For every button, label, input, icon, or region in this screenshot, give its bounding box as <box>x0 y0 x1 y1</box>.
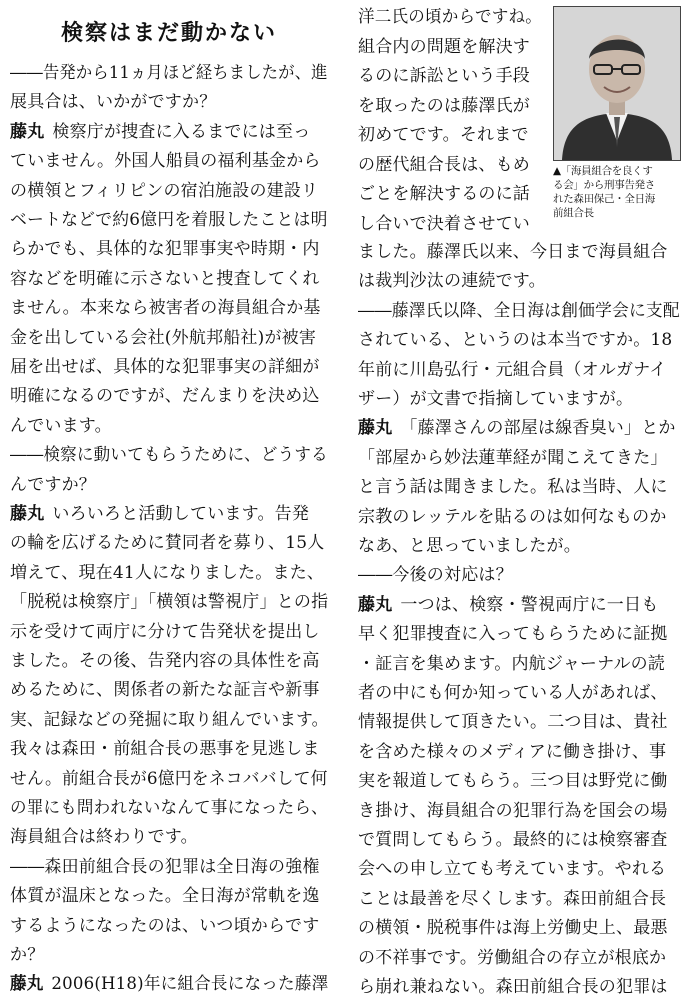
text-line <box>358 533 581 560</box>
line-text: の罪にも問われないなんて事になったら、 <box>10 798 328 818</box>
text-line <box>358 974 668 1001</box>
line-text: ことは最善を尽くします。森田前組合長 <box>358 888 667 909</box>
text-line <box>358 34 530 61</box>
line-text: の不祥事です。労働組合の存立が根底か <box>358 947 667 968</box>
line-text: を取ったのは藤澤氏が <box>358 95 530 116</box>
text-line <box>10 501 309 528</box>
text-line <box>10 60 328 87</box>
text-line <box>10 148 321 175</box>
line-text: で質問してもらう。最終的には検察審査 <box>358 830 668 850</box>
text-line <box>10 589 328 616</box>
text-line <box>10 325 316 352</box>
text-line <box>358 415 676 442</box>
line-text: 届を出せば、具体的な犯罪事実の詳細が <box>10 357 320 377</box>
line-text: 容などを明確に示さないと捜査してくれ <box>10 268 320 289</box>
text-line <box>10 89 216 116</box>
text-line <box>358 651 665 678</box>
text-line <box>10 883 320 910</box>
text-line <box>10 266 320 293</box>
text-line <box>10 795 328 822</box>
speaker-label: 藤丸 <box>10 121 45 142</box>
text-line <box>358 680 668 707</box>
text-line <box>358 298 680 325</box>
line-text: 会への申し立ても考えています。やれる <box>358 859 667 880</box>
line-text: 示を受けて両庁に分けて告発状を提出し <box>10 621 320 642</box>
text-line <box>358 268 546 295</box>
line-text: ――告発から11ヵ月ほど経ちましたが、進 <box>10 63 328 83</box>
text-line <box>10 530 324 557</box>
text-line <box>358 474 668 501</box>
text-line <box>358 592 658 619</box>
line-text: ――藤澤氏以降、全日海は創価学会に支配 <box>358 300 680 321</box>
speaker-label: 藤丸 <box>358 418 393 439</box>
text-line <box>10 736 320 763</box>
line-text: ザー）が文書で指摘していますが。 <box>358 389 634 409</box>
line-text: 「部屋から妙法蓮華経が聞こえてきた」 <box>358 447 668 468</box>
line-text: るのに訴訟という手段 <box>358 66 530 86</box>
line-text: ――今後の対応は？ <box>358 565 513 586</box>
speaker-label: 藤丸 <box>10 504 45 524</box>
line-text: ――検察に動いてもらうために、どうする <box>10 445 328 466</box>
line-text: 我々は森田・前組合長の悪事を見逃しま <box>10 739 320 760</box>
text-line <box>10 766 328 793</box>
speaker-label: 藤丸 <box>358 594 393 615</box>
line-text: 「藤澤さんの部屋は線香臭い」とか <box>400 418 676 439</box>
line-text: 金を出している会社(外航邦船社)が被害 <box>10 327 317 348</box>
text-line <box>358 562 513 589</box>
text-line <box>10 942 44 969</box>
text-line <box>10 413 112 440</box>
line-text: 早く犯罪捜査に入ってもらうために証拠 <box>358 624 668 645</box>
line-text: ません。本来なら被害者の海員組合か基 <box>10 298 321 319</box>
text-line <box>358 93 530 120</box>
line-text: か？ <box>10 945 45 965</box>
speaker-label: 藤丸 <box>10 974 44 995</box>
text-line <box>358 915 668 942</box>
line-text: 「脱税は検察庁」「横領は警視庁」との指 <box>10 592 329 613</box>
line-text: ――森田前組合長の犯罪は全日海の強権 <box>10 856 320 877</box>
line-text: 2006(H18)年に組合長になった藤澤 <box>51 974 329 995</box>
text-line <box>358 152 530 179</box>
line-text: なあ、と思っていましたが。 <box>358 536 581 556</box>
text-line <box>10 119 310 146</box>
text-line <box>358 945 666 972</box>
article-title: 検察はまだ動かない <box>60 21 277 46</box>
line-text: ました。その後、告発内容の具体性を高 <box>10 651 320 671</box>
line-text: されている、というのは本当ですか。18 <box>358 330 673 351</box>
text-line <box>358 122 529 149</box>
text-line <box>10 295 321 322</box>
text-line <box>10 854 320 881</box>
line-text: ら崩れ兼ねない。森田前組合長の犯罪は <box>358 977 668 997</box>
text-line <box>10 707 328 734</box>
line-text: らかでも、具体的な犯罪事実や時期・内 <box>10 239 320 260</box>
text-line <box>358 739 666 766</box>
line-text: し合いで決着させてい <box>358 213 530 234</box>
line-text: ベートなどで約6億円を着服したことは明 <box>10 210 328 230</box>
line-text: 年前に川島弘行・元組合員（オルガナイ <box>358 359 667 380</box>
text-line <box>358 239 668 266</box>
portrait-figure-icon <box>554 7 680 160</box>
text-line <box>358 827 668 854</box>
line-text: 宗教のレッテルを貼るのは如何なものか <box>358 506 667 527</box>
line-text: ました。藤澤氏以来、今日まで海員組合 <box>358 242 668 262</box>
text-line <box>358 621 668 648</box>
text-line <box>358 4 542 31</box>
caption-line: ▲「海員組合を良くす <box>553 165 653 177</box>
text-line <box>10 560 324 587</box>
line-text: するようになったのは、いつ頃からです <box>10 915 320 936</box>
line-text: ごとを解決するのに話 <box>358 184 530 204</box>
line-text: んでいます。 <box>10 415 112 436</box>
text-line <box>10 207 328 234</box>
text-line <box>10 354 320 381</box>
text-line <box>10 824 198 851</box>
text-line <box>358 798 668 825</box>
text-line <box>10 236 320 263</box>
line-text: 洋二氏の頃からですね。 <box>358 7 543 27</box>
photo-caption <box>553 164 683 220</box>
caption-line: 前組合長 <box>553 207 594 219</box>
text-line <box>10 971 328 998</box>
line-text: 増えて、現在41人になりました。また、 <box>10 562 325 583</box>
text-line <box>358 211 530 238</box>
line-text: を含めた様々のメディアに働き掛け、事 <box>358 741 667 762</box>
text-line <box>10 677 320 704</box>
text-line <box>358 63 530 90</box>
line-text: ・証言を集めます。内航ジャーナルの読 <box>358 653 666 674</box>
line-text: めるために、関係者の新たな証言や新事 <box>10 680 320 701</box>
text-line <box>358 856 666 883</box>
line-text: の横領・脱税事件は海上労働史上、最悪 <box>358 918 668 939</box>
line-text: 体質が温床となった。全日海が常軌を逸 <box>10 886 320 907</box>
line-text: は裁判沙汰の連続です。 <box>358 271 546 292</box>
line-text: 海員組合は終わりです。 <box>10 827 198 848</box>
line-text: 検察庁が捜査に入るまでには至っ <box>52 121 311 142</box>
line-text: 実を報道してもらう。三つ目は野党に働 <box>358 771 668 792</box>
text-line <box>358 886 666 913</box>
line-text: せん。前組合長が6億円をネコババして何 <box>10 768 328 789</box>
text-line <box>358 181 530 208</box>
line-text: と言う話は聞きました。私は当時、人に <box>358 477 668 498</box>
line-text: 展具合は、いかがですか？ <box>10 92 217 113</box>
line-text: いろいろと活動しています。告発 <box>52 504 310 524</box>
text-line <box>358 386 633 413</box>
text-line <box>10 648 320 675</box>
text-line <box>10 383 320 410</box>
text-line <box>10 619 320 646</box>
line-text: 明確になるのですが、だんまりを決め込 <box>10 386 320 407</box>
text-line <box>358 768 668 795</box>
text-line <box>358 709 668 736</box>
text-line <box>358 327 672 354</box>
line-text: ていません。外国人船員の福利基金から <box>10 151 321 172</box>
line-text: 者の中にも何か知っている人があれば、 <box>358 683 668 703</box>
text-line <box>358 504 667 531</box>
text-line <box>10 472 96 499</box>
text-line <box>10 442 328 469</box>
text-line <box>358 445 668 472</box>
line-text: き掛け、海員組合の犯罪行為を国会の場 <box>358 800 668 821</box>
text-line <box>358 357 666 384</box>
line-text: の横領とフィリピンの宿泊施設の建設リ <box>10 180 319 201</box>
line-text: 組合内の問題を解決す <box>358 36 530 57</box>
line-text: 情報提供して頂きたい。二つ目は、貴社 <box>358 712 668 733</box>
line-text: の歴代組合長は、もめ <box>358 154 530 175</box>
line-text: んですか？ <box>10 474 96 495</box>
line-text: 初めてです。それまで <box>358 125 529 145</box>
line-text: 一つは、検察・警視両庁に一日も <box>400 594 659 615</box>
caption-line: る会」から刑事告発さ <box>553 179 655 191</box>
text-line <box>10 178 318 205</box>
line-text: の輪を広げるために賛同者を募り、15人 <box>10 533 325 554</box>
text-line <box>10 913 319 940</box>
portrait-photo <box>553 6 681 161</box>
caption-line: れた森田保己・全日海 <box>553 193 655 205</box>
line-text: 実、記録などの発掘に取り組んでいます。 <box>10 709 329 730</box>
